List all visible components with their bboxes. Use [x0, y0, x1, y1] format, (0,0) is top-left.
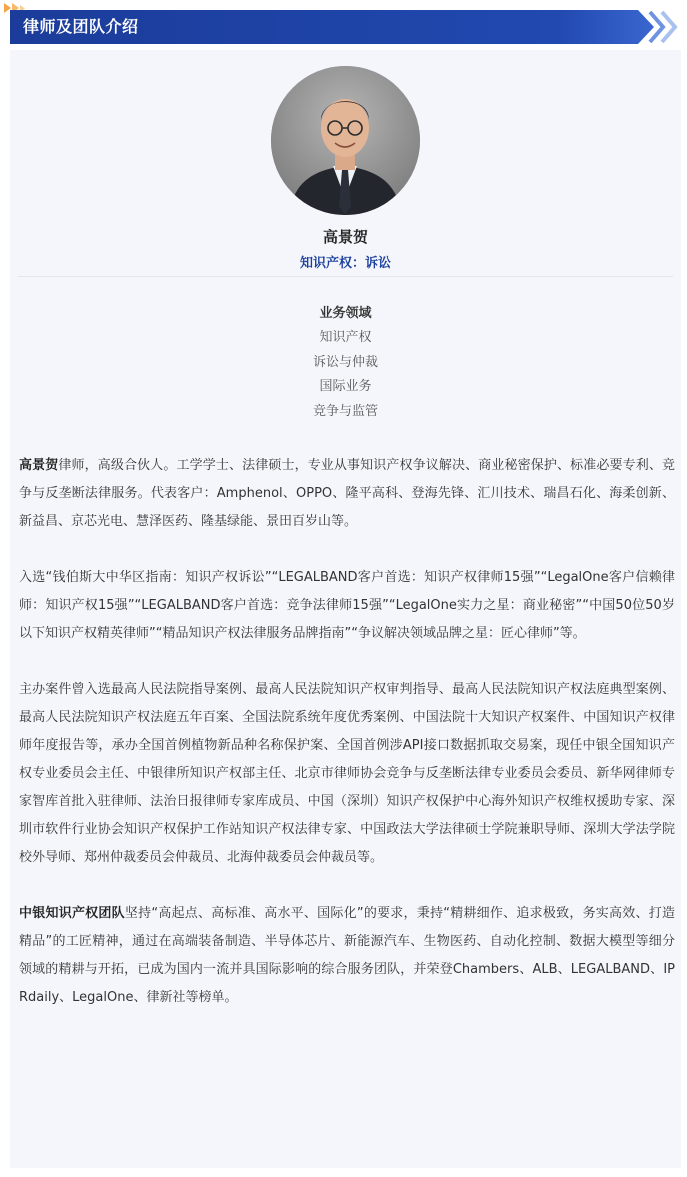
practice-area-item: 竞争与监管 [312, 403, 378, 419]
bio-paragraph-honors [19, 564, 675, 648]
bio-text: 主办案件曾入选最高人民法院指导案例、最高人民法院知识产权审判指导、最高人民法院知识产权法庭典型案例、最高人民法院知识产权法庭五年百案、全国法院系统年度优秀案例、中国法院十大知识产权案件、中国知识产权律师年度报告等，承办全国首例植物新品种名称保护案、全国首例涉API接口数据抓取交易案，现任中银全国知识产权专业委员会主任、中银律所知识产权部主任、北京市律师协会竞争与反垄断法律专业委员会委员、新华网律师专家智库首批入驻律师、法治日报律师专家库成员、中国（深圳）知识产权保护中心海外知识产权维权援助专家、深圳市软件行业协会知识产权保护工作站知识产权法律专家、中国政法大学法律硕士学院兼职导师、深圳大学法学院校外导师、郑州仲裁委员会仲裁员、北海仲裁委员会仲裁员等。 [19, 682, 675, 865]
bio-paragraph-intro [19, 452, 675, 536]
bio-lead-name: 高景贺 [19, 458, 59, 473]
bio-text: 坚持“高起点、高标准、高水平、国际化”的要求，秉持“精耕细作、追求极致，务实高效、打造精品”的工匠精神，通过在高端装备制造、半导体芯片、新能源汽车、生物医药、自动化控制、数据大模型等细分领域的精耕与开拓，已成为国内一流并具国际影响的综合服务团队，并荣登Chambers、ALB、LEGALBAND、IPRdaily、LegalOne、律新社等榜单。 [19, 906, 675, 1005]
bio-text: 律师，高级合伙人。工学学士、法律硕士，专业从事知识产权争议解决、商业秘密保护、标准必要专利、竞争与反垄断法律服务。代表客户：Amphenol、OPPO、隆平高科、登海先锋、汇川技术、瑞昌石化、海柔创新、新益昌、京芯光电、慧泽医药、隆基绿能、景田百岁山等。 [19, 458, 675, 529]
divider [18, 276, 673, 277]
section-title: 律师及团队介绍 [23, 17, 139, 36]
lawyer-profile-card [10, 50, 681, 1168]
lawyer-title: 知识产权：诉讼 [299, 256, 391, 271]
bio-paragraph-team [19, 900, 675, 1012]
bio-lead-team: 中银知识产权团队 [19, 906, 125, 921]
practice-area-item: 诉讼与仲裁 [312, 354, 378, 370]
biography [19, 452, 675, 1040]
practice-areas-heading: 业务领域 [319, 306, 372, 321]
lawyer-avatar [271, 66, 420, 215]
lawyer-name: 高景贺 [322, 228, 368, 246]
bio-paragraph-cases [19, 676, 675, 872]
portrait-image [271, 66, 420, 215]
practice-areas [10, 302, 681, 424]
practice-area-item: 国际业务 [319, 379, 372, 394]
section-header [10, 10, 678, 44]
practice-area-item: 知识产权 [319, 330, 372, 345]
bio-text: 入选“钱伯斯大中华区指南：知识产权诉讼”“LEGALBAND客户首选：知识产权律师15强”“LegalOne客户信赖律师：知识产权15强”“LEGALBAND客户首选：竞争法律师15强”“LegalOne实力之星：商业秘密”“中国50位50岁以下知识产权精英律师”“精品知识产权法律服务品牌指南”“争议解决领域品牌之星：匠心律师”等。 [19, 570, 675, 641]
